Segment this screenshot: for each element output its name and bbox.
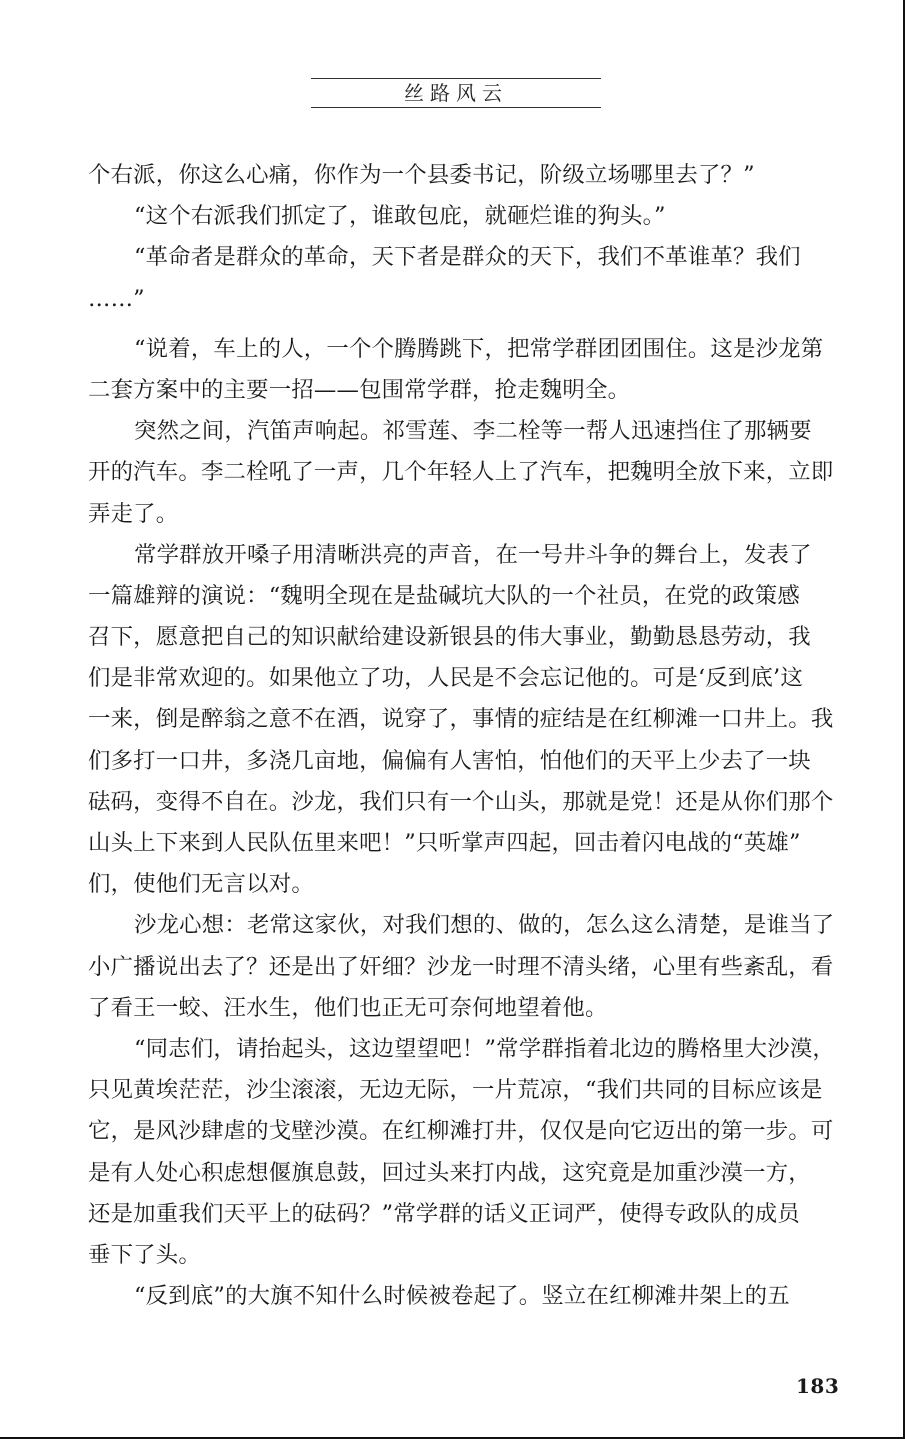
text-line: 召下，愿意把自己的知识献给建设新银县的伟大事业，勤勤恳恳劳动，我 [88, 624, 811, 651]
text-line: 还是加重我们天平上的砝码？”常学群的话义正词严，使得专政队的成员 [88, 1200, 800, 1227]
text-line: 垂下了头。 [88, 1241, 201, 1268]
text-line: “这个右派我们抓定了，谁敢包庇，就砸烂谁的狗头。” [134, 203, 666, 230]
text-line: 弄走了。 [88, 500, 179, 527]
text-line: “革命者是群众的革命，天下者是群众的天下，我们不革谁革？我们 [134, 244, 801, 271]
text-line: 它，是风沙肆虐的戈壁沙漠。在红柳滩打井，仅仅是向它迈出的第一步。可 [88, 1118, 834, 1145]
text-line: 沙龙心想：老常这家伙，对我们想的、做的，怎么这么清楚，是谁当了 [134, 912, 835, 939]
text-line: “反到底”的大旗不知什么时候被卷起了。竖立在红柳滩井架上的五 [134, 1283, 790, 1310]
text-line: 二套方案中的主要一招——包围常学群，抢走魏明全。 [88, 376, 631, 403]
text-line: 们多打一口井，多浇几亩地，偏偏有人害怕，怕他们的天平上少去了一块 [88, 747, 811, 774]
text-line: 们是非常欢迎的。如果他立了功，人民是不会忘记他的。可是‘反到底’这 [88, 665, 803, 692]
book-title: 丝路风云 [404, 81, 508, 105]
text-line: 砝码，变得不自在。沙龙，我们只有一个山头，那就是党！还是从你们那个 [88, 788, 834, 815]
text-line: 突然之间，汽笛声响起。祁雪莲、李二栓等一帮人迅速挡住了那辆要 [134, 418, 812, 445]
text-line: 个右派，你这么心痛，你作为一个县委书记，阶级立场哪里去了？” [88, 162, 755, 188]
text-line: 开的汽车。李二栓吼了一声，几个年轻人上了汽车，把魏明全放下来，立即 [88, 459, 834, 486]
text-line: “同志们，请抬起头，这边望望吧！”常学群指着北边的腾格里大沙漠， [134, 1035, 836, 1062]
text-line: “说着，车上的人，一个个腾腾跳下，把常学群团团围住。这是沙龙第 [134, 335, 824, 362]
text-line: 们，使他们无言以对。 [88, 871, 314, 898]
page-number: 183 [796, 1374, 840, 1398]
text-line: 小广播说出去了？还是出了奸细？沙龙一时理不清头绪，心里有些紊乱，看 [88, 953, 834, 980]
text-line: 一来，倒是醉翁之意不在酒，说穿了，事情的症结是在红柳滩一口井上。我 [88, 706, 834, 733]
text-line: 一篇雄辩的演说：“魏明全现在是盐碱坑大队的一个社员，在党的政策感 [88, 582, 800, 609]
text-line: 山头上下来到人民队伍里来吧！”只听掌声四起，回击着闪电战的“英雄” [88, 830, 801, 856]
running-header [311, 78, 601, 108]
text-line: ……” [88, 285, 145, 312]
text-line: 是有人处心积虑想偃旗息鼓，回过头来打内战，这究竟是加重沙漠一方， [88, 1159, 811, 1186]
text-line: 常学群放开嗓子用清晰洪亮的声音，在一号井斗争的舞台上，发表了 [134, 541, 812, 568]
body-text [88, 155, 836, 1317]
text-line: 了看王一蛟、汪水生，他们也正无可奈何地望着他。 [88, 994, 608, 1021]
text-line: 只见黄埃茫茫，沙尘滚滚，无边无际，一片荒凉，“我们共同的目标应该是 [88, 1077, 823, 1104]
